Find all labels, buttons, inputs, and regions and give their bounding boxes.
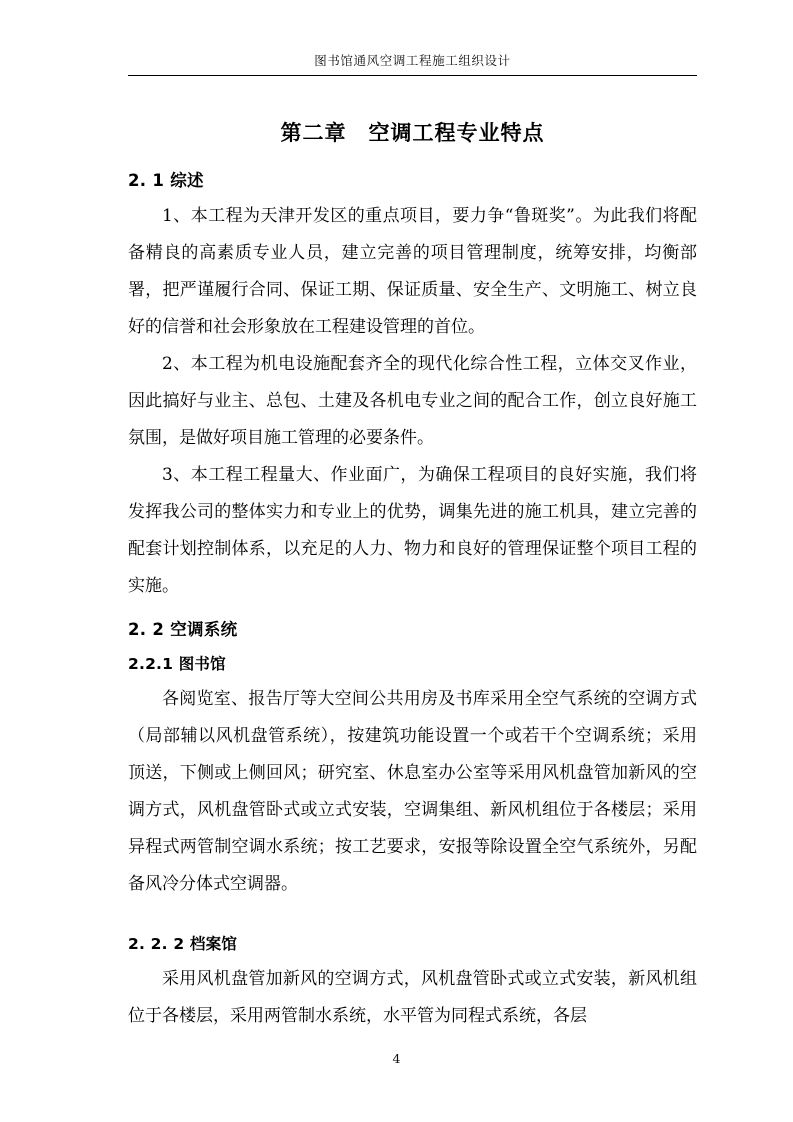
document-body xyxy=(128,104,697,1035)
archive-paragraph: 采用风机盘管加新风的空调方式，风机盘管卧式或立式安装，新风机组位于各楼层，采用两管制水系统，水平管为同程式系统，各层 xyxy=(128,969,697,1026)
header-title: 图书馆通风空调工程施工组织设计 xyxy=(314,53,511,68)
heading-2-2-2-archive: 2. 2. 2 档案馆 xyxy=(128,935,238,953)
chapter-title: 第二章 空调工程专业特点 xyxy=(280,121,545,145)
library-paragraph: 各阅览室、报告厅等大空间公共用房及书库采用全空气系统的空调方式（局部辅以风机盘管系统），按建筑功能设置一个或若干个空调系统；采用顶送，下侧或上侧回风；研究室、休息室办公室等采用风机盘管加新风的空调方式，风机盘管卧式或立式安装，空调集组、新风机组位于各楼层；采用异程式两管制空调水系统；按工艺要求，安报等除设置全空气系统外，另配备风冷分体式空调器。 xyxy=(128,689,697,894)
heading-2-2-hvac-system: 2. 2 空调系统 xyxy=(128,620,238,639)
overview-paragraph-3: 3、本工程工程量大、作业面广，为确保工程项目的良好实施，我们将发挥我公司的整体实力和专业上的优势，调集先进的施工机具，建立完善的配套计划控制体系，以充足的人力、物力和良好的管理保证整个项目工程的实施。 xyxy=(128,465,697,596)
page-footer xyxy=(0,1048,793,1067)
page-number: 4 xyxy=(392,1051,401,1066)
heading-2-1-overview: 2. 1 综述 xyxy=(128,171,204,190)
overview-paragraph-1: 1、本工程为天津开发区的重点项目，要力争“鲁斑奖”。为此我们将配备精良的高素质专业人员，建立完善的项目管理制度，统筹安排，均衡部署，把严谨履行合同、保证工期、保证质量、安全生产、文明施工、树立良好的信誉和社会形象放在工程建设管理的首位。 xyxy=(128,206,697,337)
header-divider xyxy=(128,75,697,76)
page-header xyxy=(128,52,697,76)
heading-2-2-1-library: 2.2.1 图书馆 xyxy=(128,655,226,673)
overview-paragraph-2: 2、本工程为机电设施配套齐全的现代化综合性工程，立体交叉作业，因此搞好与业主、总包、土建及各机电专业之间的配合工作，创立良好施工氛围，是做好项目施工管理的必要条件。 xyxy=(128,354,697,448)
spacer xyxy=(128,605,697,609)
